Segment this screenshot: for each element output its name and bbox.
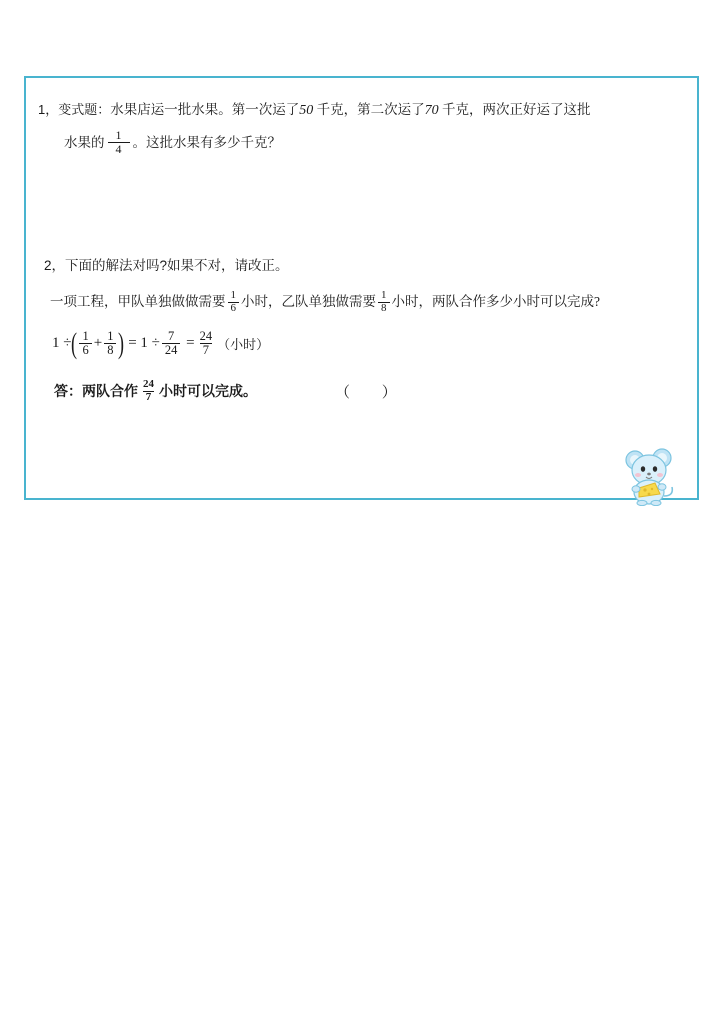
answer-text-b: 小时可以完成。 [159,383,257,400]
question-1-number: 1， [38,102,59,117]
fraction-numerator: 24 [199,329,213,344]
question-2-text-a: 一项工程，甲队单独做做需要 [50,294,226,310]
equation-left-paren: ( [71,326,78,360]
question-1 [38,100,686,156]
question-1-text-b: 千克，第二次运了 [316,102,425,117]
fraction-denominator: 24 [162,343,181,357]
equation-fraction-3 [162,330,181,357]
question-2-prompt: 下面的解法对吗?如果不对，请改正。 [65,258,289,273]
question-2-answer-line [54,379,684,403]
answer-fraction [140,379,157,403]
fraction-numerator: 24 [143,378,154,391]
fraction-denominator: 8 [104,343,116,357]
question-1-text-d: 水果的 [64,134,105,150]
fraction-denominator: 4 [108,142,130,156]
fraction-denominator: 8 [378,302,390,315]
fraction-denominator: 7 [143,391,155,404]
equation-plus-sign: + [93,335,103,352]
question-1-line-2 [64,129,686,156]
question-1-text-a: 水果店运一批水果。第一次运了 [110,102,300,117]
equation-part-1: 1 ÷ [52,335,72,352]
question-2-body-line [50,290,684,314]
fraction-numerator: 1 [115,128,122,142]
question-1-line-1 [38,100,686,121]
answer-text-a: 两队合作 [82,383,138,400]
equation-fraction-1 [79,330,91,357]
question-2 [44,256,684,403]
fraction-denominator: 6 [228,302,240,315]
question-1-number-50: 50 [299,103,314,118]
fraction-numerator: 7 [168,329,175,344]
answer-label: 答： [54,383,82,400]
equation-fraction-4 [197,330,216,357]
question-1-title: 变式题： [58,102,111,117]
question-1-number-70: 70 [424,103,439,118]
equation-fraction-2 [104,330,116,357]
question-2-equation [52,326,684,360]
question-1-fraction-one-fourth [108,129,130,156]
fraction-denominator: 7 [200,343,212,357]
fraction-numerator: 1 [107,329,114,344]
fraction-numerator: 1 [230,289,236,301]
equation-unit: （小时） [217,337,270,353]
question-2-fraction-one-eighth [378,290,390,314]
question-2-number: 2， [44,258,66,273]
question-2-text-b: 小时，乙队单独做需要 [241,294,376,310]
equation-right-paren: ) [118,326,125,360]
question-1-text-e: 。这批水果有多少千克？ [132,134,281,150]
question-2-prompt-line [44,256,684,276]
answer-check-box: （ ） [335,384,411,401]
question-2-fraction-one-sixth [228,290,240,314]
question-1-text-c: 千克，两次正好运了这批 [442,102,591,117]
fraction-denominator: 6 [79,343,91,357]
equation-equals-1: = 1 ÷ [128,335,160,352]
equation-equals-2: = [186,335,195,352]
fraction-numerator: 1 [82,329,89,344]
worksheet-border-box [24,76,699,500]
question-2-text-c: 小时，两队合作多少小时可以完成? [391,294,600,310]
cartoon-mouse-icon [617,444,683,506]
fraction-numerator: 1 [381,289,387,301]
